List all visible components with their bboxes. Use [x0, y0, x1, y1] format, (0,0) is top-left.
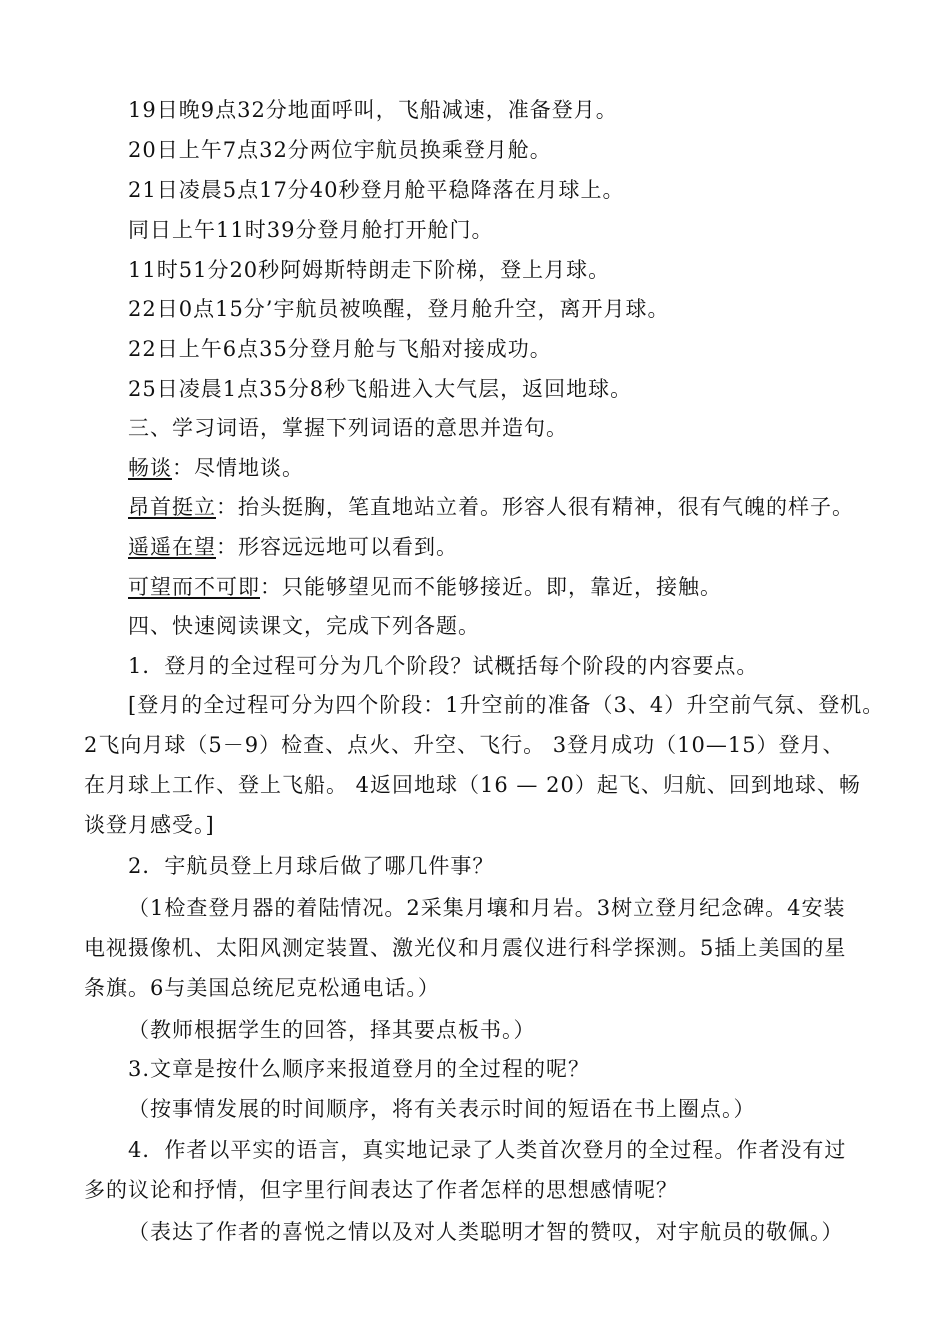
question-1: 1．登月的全过程可分为几个阶段？试概括每个阶段的内容要点。 [128, 654, 759, 678]
timeline-line: 20日上午7点32分两位宇航员换乘登月舱。 [128, 138, 552, 162]
timeline-line: 21日凌晨5点17分40秒登月舱平稳降落在月球上。 [128, 178, 625, 202]
answer-3: （按事情发展的时间顺序，将有关表示时间的短语在书上圈点。） [128, 1097, 756, 1121]
question-2: 2．宇航员登上月球后做了哪几件事？ [128, 854, 495, 878]
question-3: 3.文章是按什么顺序来报道登月的全过程的呢？ [128, 1057, 591, 1081]
answer-4: （表达了作者的喜悦之情以及对人类聪明才智的赞叹，对宇航员的敬佩。） [128, 1220, 844, 1244]
answer-2-line: 电视摄像机、太阳风测定装置、激光仪和月震仪进行科学探测。5插上美国的星 [84, 936, 847, 960]
timeline-line: 同日上午11时39分登月舱打开舱门。 [128, 218, 494, 242]
vocab-entry [128, 532, 458, 562]
timeline-line: 25日凌晨1点35分8秒飞船进入大气层，返回地球。 [128, 377, 633, 401]
teacher-note: （教师根据学生的回答，择其要点板书。） [128, 1018, 536, 1042]
section-heading: 三、学习词语，掌握下列词语的意思并造句。 [128, 416, 568, 440]
vocab-entry [128, 453, 304, 483]
timeline-line: 22日0点15分’宇航员被唤醒，登月舱升空，离开月球。 [128, 297, 670, 321]
vocab-term: 昂首挺立 [128, 495, 216, 519]
vocab-definition: ：只能够望见而不能够接近。即，靠近，接触。 [260, 575, 722, 599]
answer-1-line: 2飞向月球（5－9）检查、点火、升空、飞行。 3登月成功（10—15）登月、 [84, 733, 845, 757]
vocab-entry [128, 492, 854, 522]
vocab-definition: ：形容远远地可以看到。 [216, 535, 458, 559]
answer-2-line: （1检查登月器的着陆情况。2采集月壤和月岩。3树立登月纪念碑。4安装 [128, 896, 846, 920]
vocab-term: 遥遥在望 [128, 535, 216, 559]
timeline-line: 19日晚9点32分地面呼叫，飞船减速，准备登月。 [128, 98, 618, 122]
vocab-term: 畅谈 [128, 456, 172, 480]
answer-1-line: 谈登月感受。] [84, 813, 215, 837]
answer-2-line: 条旗。6与美国总统尼克松通电话。） [84, 976, 440, 1000]
section-heading: 四、快速阅读课文，完成下列各题。 [128, 614, 480, 638]
vocab-entry [128, 572, 722, 602]
timeline-line: 11时51分20秒阿姆斯特朗走下阶梯，登上月球。 [128, 258, 611, 282]
vocab-term: 可望而不可即 [128, 575, 260, 599]
answer-1-line: [登月的全过程可分为四个阶段：1升空前的准备（3、4）升空前气氛、登机。 [128, 693, 885, 717]
vocab-definition: ：尽情地谈。 [172, 456, 304, 480]
timeline-line: 22日上午6点35分登月舱与飞船对接成功。 [128, 337, 552, 361]
question-4-line: 4．作者以平实的语言，真实地记录了人类首次登月的全过程。作者没有过 [128, 1138, 847, 1162]
vocab-definition: ：抬头挺胸，笔直地站立着。形容人很有精神，很有气魄的样子。 [216, 495, 854, 519]
answer-1-line: 在月球上工作、登上飞船。 4返回地球（16 — 20）起飞、归航、回到地球、畅 [84, 773, 861, 797]
question-4-line: 多的议论和抒情，但字里行间表达了作者怎样的思想感情呢？ [84, 1178, 678, 1202]
